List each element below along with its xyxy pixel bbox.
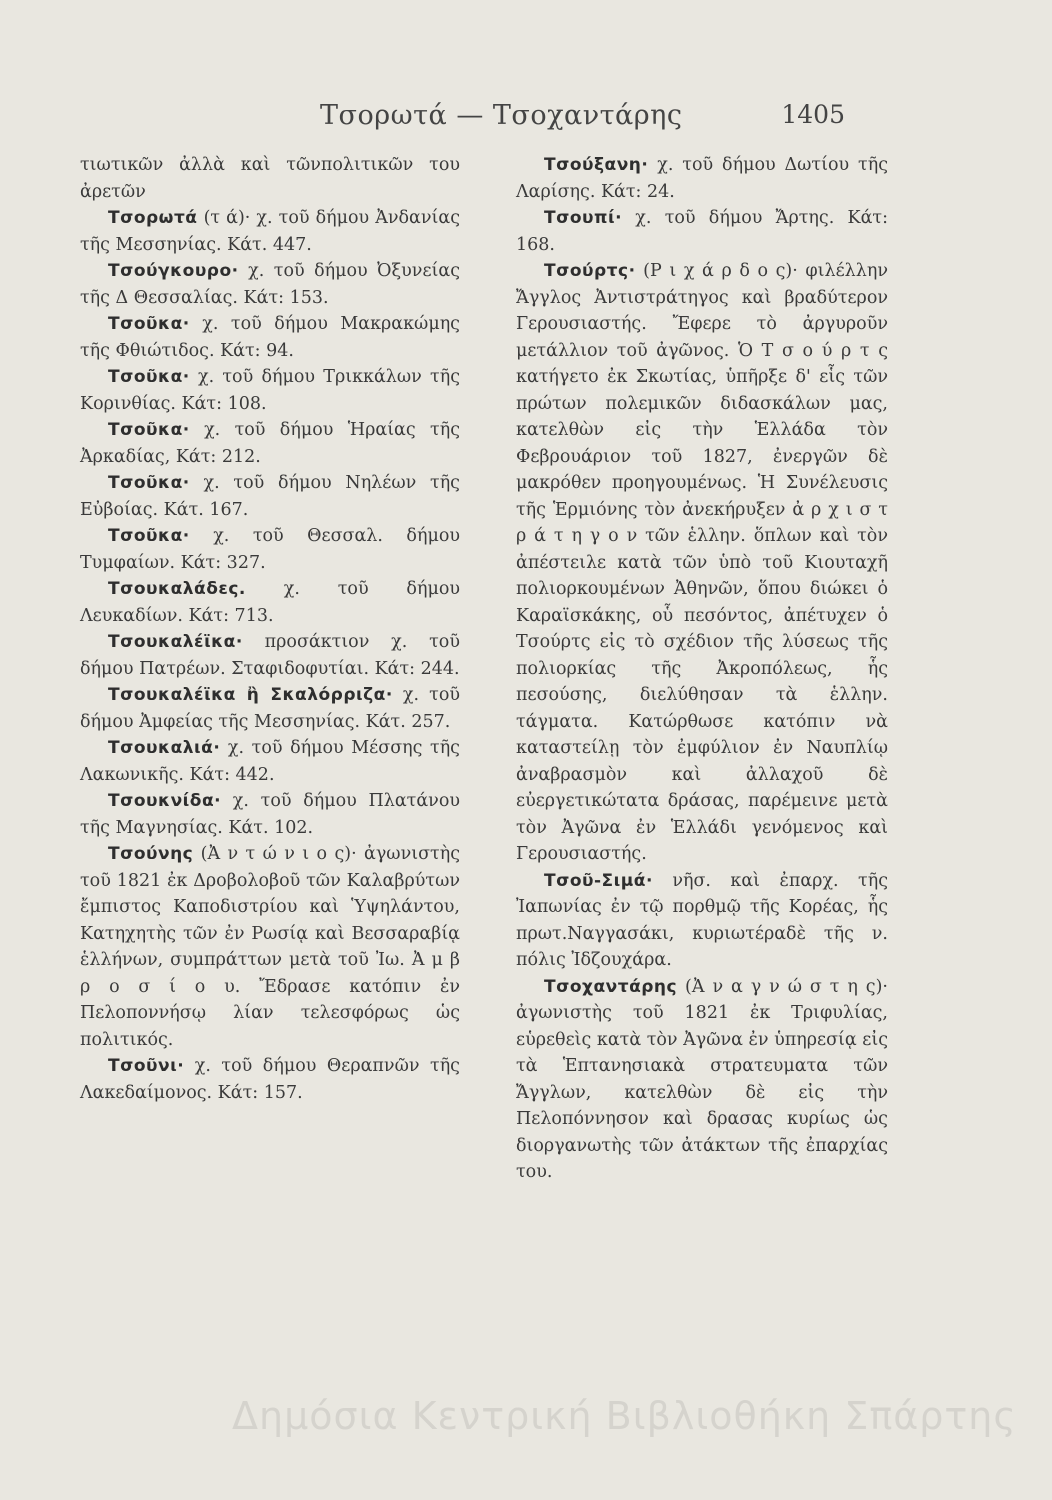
entry-headword: Τσοῦ-Σιμά· [544, 870, 653, 891]
dictionary-entry [80, 417, 460, 470]
dictionary-entry [80, 364, 460, 417]
library-watermark: Δημόσια Κεντρική Βιβλιοθήκη Σπάρτης [232, 1394, 1017, 1438]
dictionary-entry [516, 258, 888, 868]
entry-body: χ. τοῦ δήμου Τρικκάλων τῆς Κορινθίας. Κάτ: 108. [80, 367, 460, 414]
dictionary-entry [80, 576, 460, 629]
entry-body: χ. τοῦ Θεσσαλ. δήμου Τυμφαίων. Κάτ: 327. [80, 526, 460, 573]
dictionary-entry [80, 841, 460, 1053]
entry-headword: Τσούγκουρο· [108, 261, 239, 281]
entry-headword: Τσοῦκα· [108, 473, 190, 493]
entry-headword: Τσοῦκα· [108, 420, 190, 440]
entry-headword: Τσορωτά [108, 208, 198, 228]
entry-headword: Τσοῦκα· [108, 314, 190, 334]
dictionary-entry [516, 974, 888, 1186]
entry-body: χ. τοῦ δήμου Μέσσης τῆς Λακωνικῆς. Κάτ: 442. [80, 738, 460, 785]
page-number: 1405 [781, 100, 845, 129]
entry-body: (Ἀ ν τ ώ ν ι ο ς)· ἀγωνιστὴς τοῦ 1821 ἐκ Δροβολοβοῦ τῶν Καλαβρύτων ἔμπιστος Καποδιστρίου καὶ Ὑψηλάντου, Κατηχητὴς τῶν ἐν Ρωσίᾳ καὶ Βεσσαραβίᾳ ἑλλήνων, συμπράττων μετὰ τοῦ Ἰω. Ἀ μ β ρ ο σ ί ο υ. Ἔδρασε κατόπιν ἐν Πελοποννήσῳ λίαν τελεσφόρως ὡς πολιτικός. [80, 844, 460, 1050]
dictionary-entry [516, 152, 888, 205]
dictionary-entry [80, 735, 460, 788]
entry-body: χ. τοῦ δήμου Λευκαδίων. Κάτ: 713. [80, 579, 460, 626]
entry-headword: Τσουκαλέϊκα· [108, 632, 243, 652]
dictionary-entry [516, 205, 888, 258]
entry-body: (Ρ ι χ ά ρ δ ο ς)· φιλέλλην Ἄγγλος Ἀντιστράτηγος καὶ βραδύτερον Γερουσιαστής. Ἔφερε τὸ ἀργυροῦν μετάλλιον τοῦ ἀγῶνος. Ὁ Τ σ ο ύ ρ τ ς κατήγετο ἐκ Σκωτίας, ὑπῆρξε δ' εἷς τῶν πρώτων πολεμικῶν διδασκάλων μας, κατελθὼν εἰς τὴν Ἑλλάδα τὸν Φεβρουάριον τοῦ 1827, ἐνεργῶν δὲ μακρόθεν προηγουμένως. Ἡ Συνέλευσις τῆς Ἑρμιόνης τὸν ἀνεκήρυξεν ἀ ρ χ ι σ τ ρ ά τ η γ ο ν τῶν ἑλλην. ὅπλων καὶ τὸν ἀπέστειλε κατὰ τῶν ὑπὸ τοῦ Κιουταχῆ πολιορκουμένων Ἀθηνῶν, ὅπου διώκει ὁ Καραϊσκάκης, οὗ πεσόντος, ἀπέτυχεν ὁ Τσούρτς εἰς τὸ σχέδιον τῆς λύσεως τῆς πολιορκίας τῆς Ἀκροπόλεως, ἧς πεσούσης, διελύθησαν τὰ ἑλλην. τάγματα. Κατώρθωσε κατόπιν νὰ καταστείλῃ τὸν ἐμφύλιον ἐν Ναυπλίῳ ἀναβρασμὸν καὶ ἀλλαχοῦ δὲ εὐεργετικώτατα δράσας, παρέμεινε μετὰ τὸν Ἀγῶνα ἐν Ἑλλάδι γενόμενος καὶ Γερουσιαστής. [516, 261, 888, 864]
entry-body: χ. τοῦ δήμου Ὀξυνείας τῆς Δ Θεσσαλίας. Κάτ: 153. [80, 261, 460, 308]
entry-headword: Τσοῦκα· [108, 526, 190, 546]
entry-body: χ. τοῦ δήμου Θεραπνῶν τῆς Λακεδαίμονος. Κάτ: 157. [80, 1056, 460, 1103]
entry-body: νῆσ. καὶ ἐπαρχ. τῆς Ἰαπωνίας ἐν τῷ πορθμῷ τῆς Κορέας, ἧς πρωτ.Ναγγασάκι, κυριωτέραδὲ τῆς ν. πόλις Ἰδζουχάρα. [516, 870, 888, 970]
entry-body: χ. τοῦ δήμου Μακρακώμης τῆς Φθιώτιδος. Κάτ: 94. [80, 314, 460, 361]
entry-body: (τ ά)· χ. τοῦ δήμου Ἀνδανίας τῆς Μεσσηνίας. Κάτ. 447. [80, 208, 460, 255]
dictionary-entry [80, 788, 460, 841]
dictionary-entry [80, 470, 460, 523]
entry-headword: Τσουπί· [544, 208, 623, 228]
dictionary-entry [80, 523, 460, 576]
running-title: Τσορωτά — Τσοχαντάρης [320, 100, 683, 131]
dictionary-entry [80, 311, 460, 364]
page-header [300, 100, 850, 140]
dictionary-entry [516, 868, 888, 974]
dictionary-entry [80, 205, 460, 258]
dictionary-entry [80, 682, 460, 735]
entry-headword: Τσούξανη· [544, 155, 649, 175]
entry-headword: Τσουκαλιά· [108, 738, 221, 758]
entry-headword: Τσουκαλάδες. [108, 579, 246, 599]
entry-body: (Ἀ ν α γ ν ώ σ τ η ς)· ἀγωνιστὴς τοῦ 1821 ἐκ Τριφυλίας, εὑρεθεὶς κατὰ τὸν Ἀγῶνα ἐν ὑπηρεσίᾳ εἰς τὰ Ἑπτανησιακὰ στρατευματα τῶν Ἄγγλων, κατελθὼν δὲ εἰς τὴν Πελοπόννησον καὶ δρασας κυρίως ὡς διοργανωτὴς τῶν ἀτάκτων τῆς ἐπαρχίας του. [516, 976, 888, 1182]
dictionary-entry [80, 258, 460, 311]
entry-headword: Τσοῦκα· [108, 367, 190, 387]
entry-body: χ. τοῦ δήμου Νηλέων τῆς Εὐβοίας. Κάτ. 167. [80, 473, 460, 520]
continuation-text: τιωτικῶν ἀλλὰ καὶ τῶνπολιτικῶν του ἀρετῶν [80, 155, 460, 202]
right-column [516, 152, 888, 1186]
entry-body: προσάκτιον χ. τοῦ δήμου Πατρέων. Σταφιδοφυτίαι. Κάτ: 244. [80, 632, 460, 679]
entry-headword: Τσουκαλέϊκα ἢ Σκαλόρριζα· [108, 685, 393, 705]
dictionary-entry [80, 1053, 460, 1106]
left-column [80, 152, 460, 1106]
entry-body: χ. τοῦ δήμου Ἡραίας τῆς Ἀρκαδίας, Κάτ: 212. [80, 420, 460, 467]
entry-body: χ. τοῦ δήμου Ἄρτης. Κάτ: 168. [516, 208, 888, 255]
entry-headword: Τσουκνίδα· [108, 791, 222, 811]
entry-headword: Τσοῦνι· [108, 1056, 185, 1076]
entry-headword: Τσούρτς· [544, 261, 636, 281]
entry-headword: Τσούνης [108, 844, 194, 864]
entry-body: χ. τοῦ δήμου Ἀμφείας τῆς Μεσσηνίας. Κάτ. 257. [80, 685, 460, 732]
dictionary-entry [80, 629, 460, 682]
entry-headword: Τσοχαντάρης [544, 976, 678, 997]
entry-body: χ. τοῦ δήμου Δωτίου τῆς Λαρίσης. Κάτ: 24. [516, 155, 888, 202]
entry-body: χ. τοῦ δήμου Πλατάνου τῆς Μαγνησίας. Κάτ. 102. [80, 791, 460, 838]
